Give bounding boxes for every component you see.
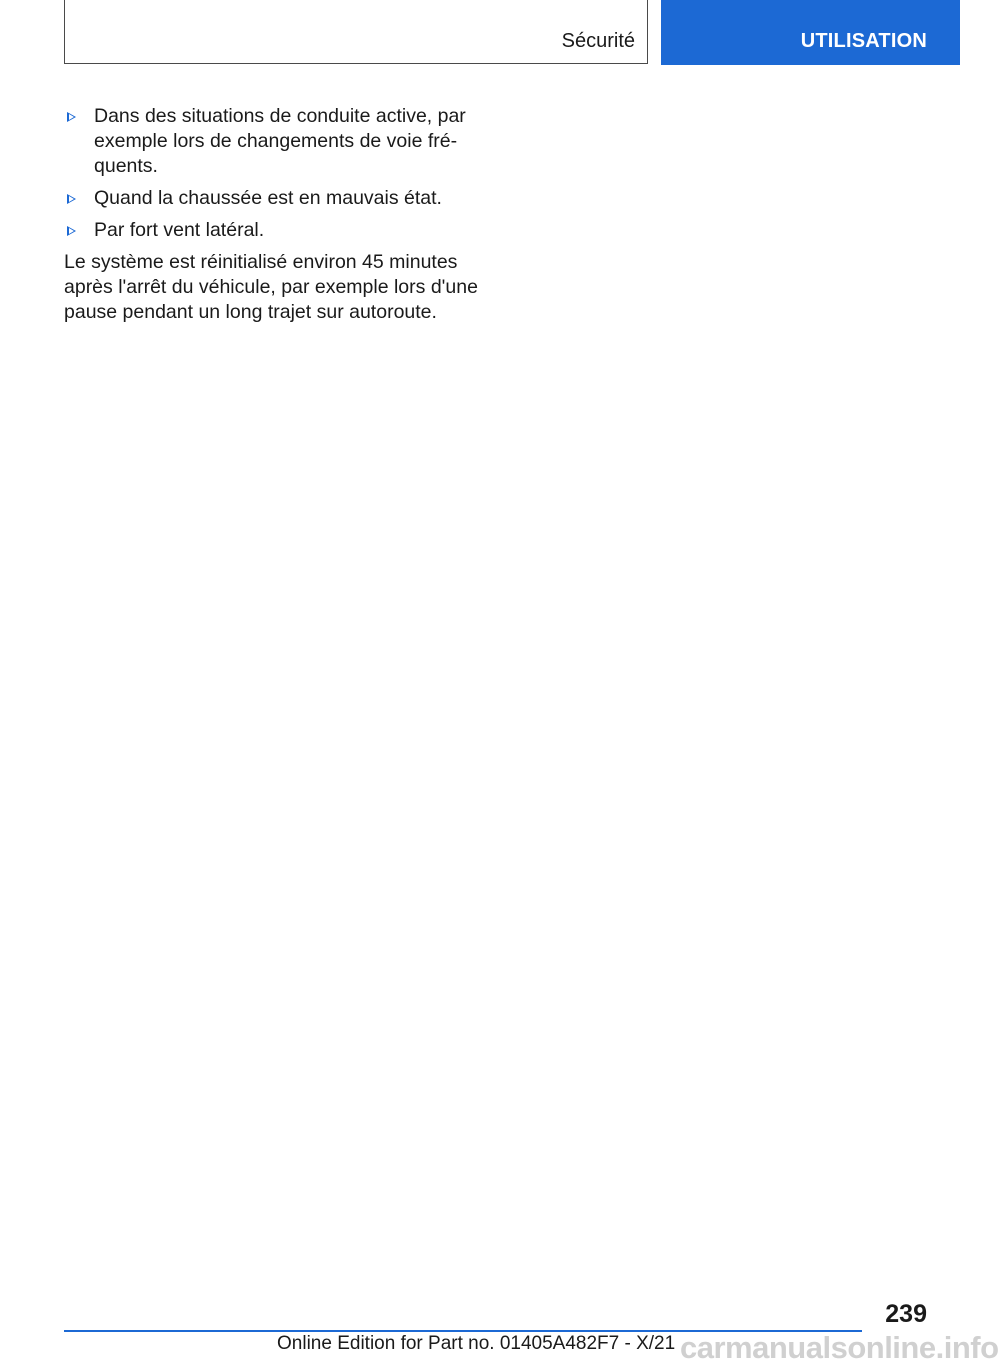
section-title: Sécurité xyxy=(561,30,635,52)
body-paragraph: Le système est réinitialisé environ 45 minutes après l'arrêt du véhicule, par exemple lors d'une pause pendant un long trajet sur autoroute. xyxy=(64,251,478,323)
chapter-tab[interactable] xyxy=(661,0,960,65)
triangle-bullet-icon xyxy=(67,194,76,204)
list-item xyxy=(64,218,484,243)
list-item-text: Quand la chaussée est en mauvais état. xyxy=(94,187,442,209)
triangle-bullet-icon xyxy=(67,112,76,122)
edition-info: Online Edition for Part no. 01405A482F7 - X/21 xyxy=(277,1333,676,1354)
list-item xyxy=(64,104,484,179)
main-content xyxy=(64,104,484,325)
list-item-text: Dans des situations de conduite active, par exemple lors de changements de voie fréquents. xyxy=(94,105,466,177)
page-number: 239 xyxy=(885,1300,927,1328)
triangle-bullet-icon xyxy=(67,226,76,236)
header-section-box xyxy=(64,0,648,64)
watermark: carmanualsonline.info xyxy=(680,1330,999,1365)
list-item xyxy=(64,186,484,211)
bullet-list xyxy=(64,104,484,243)
list-item-text: Par fort vent latéral. xyxy=(94,219,265,241)
chapter-tab-label: UTILISATION xyxy=(800,30,927,52)
